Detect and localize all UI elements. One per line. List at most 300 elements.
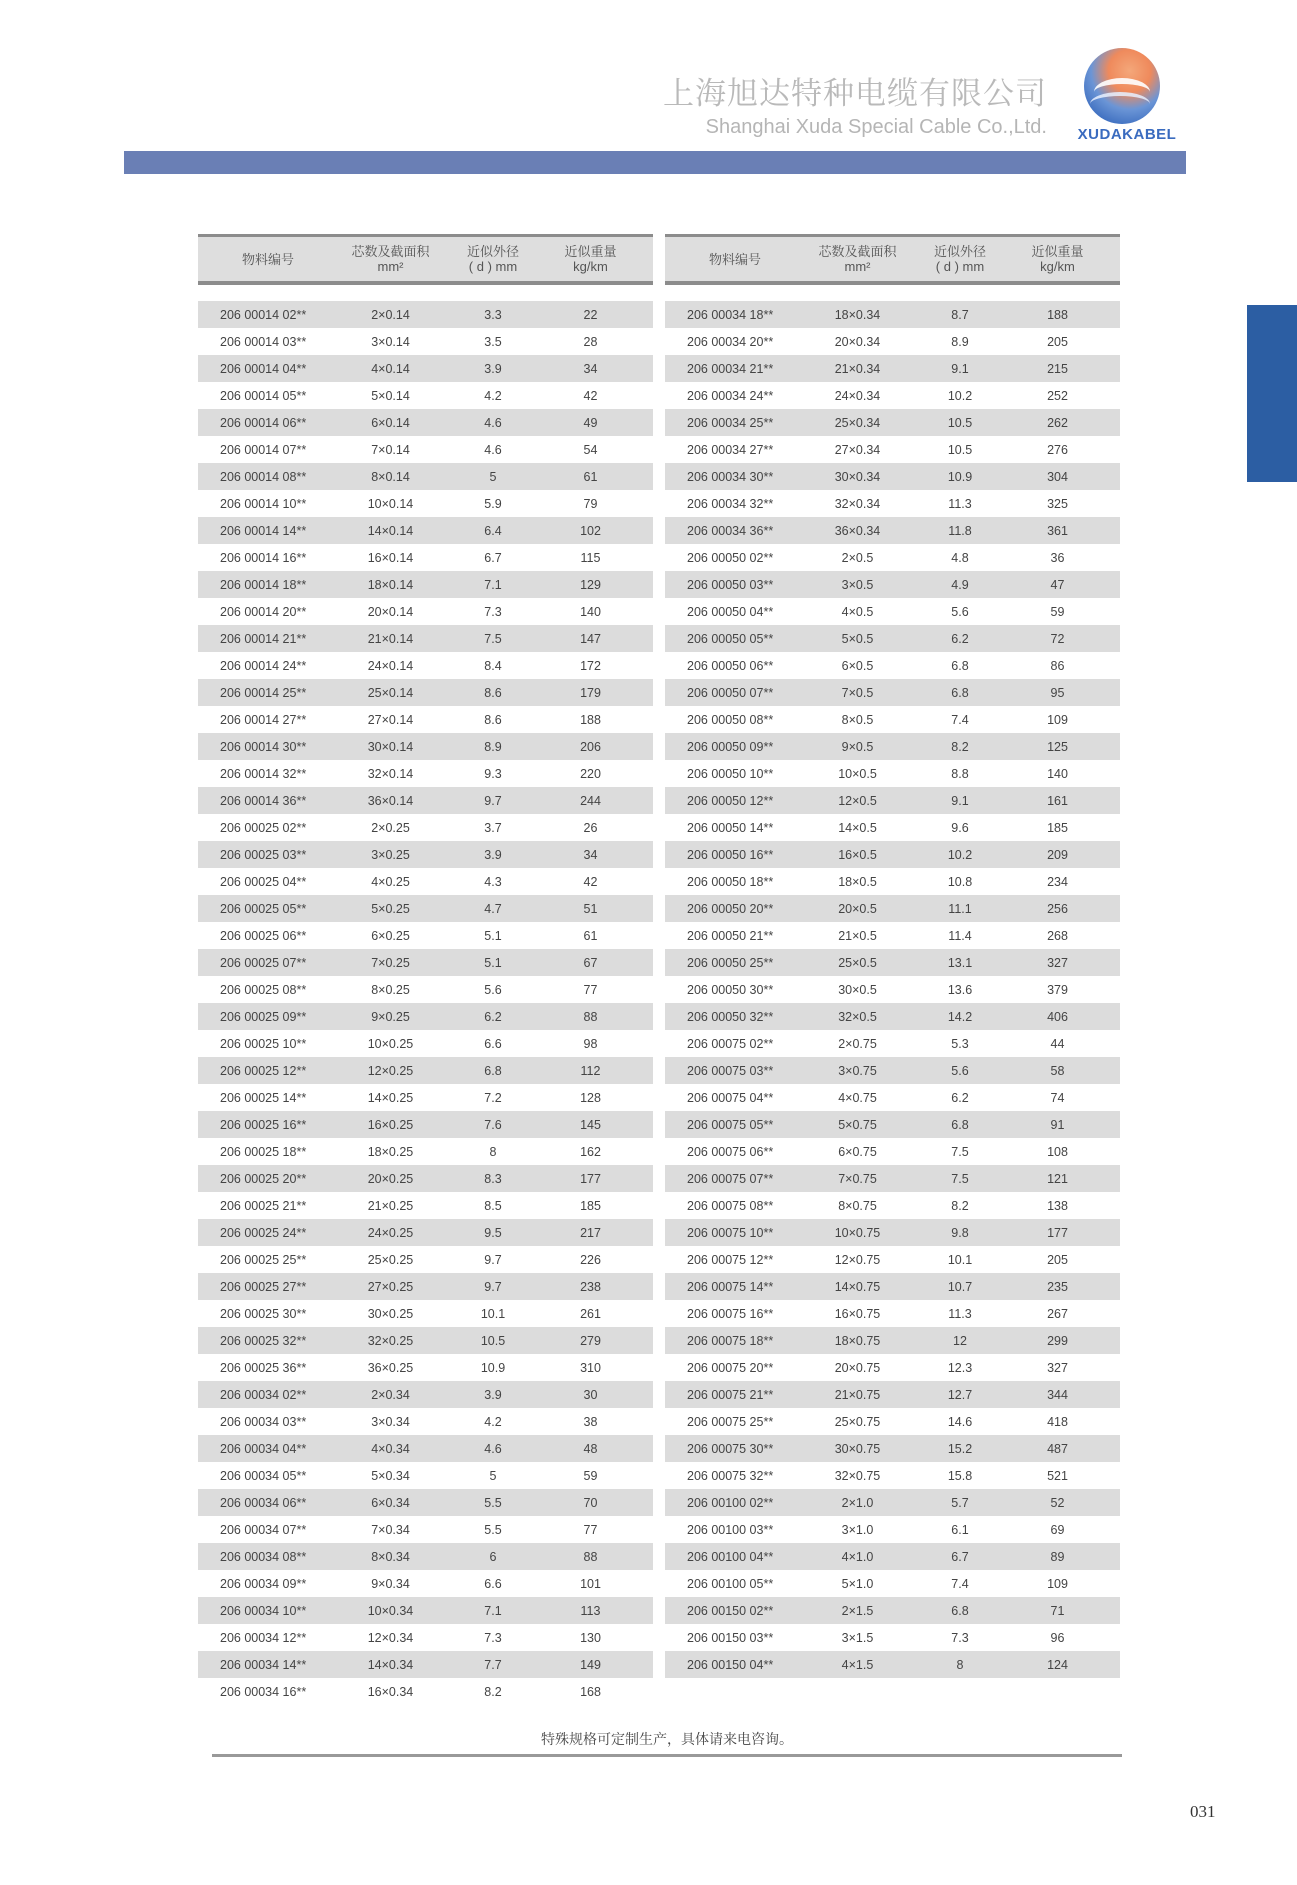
table-row [665,463,1120,490]
table-row [198,1489,653,1516]
cell-part-number: 206 00034 30** [687,469,774,484]
cell-part-number: 206 00014 14** [220,523,307,538]
table-row [665,1084,1120,1111]
cell-part-number: 206 00025 16** [220,1117,307,1132]
cell-weight: 49 [583,415,598,430]
cell-diameter: 10.1 [947,1252,973,1267]
cell-weight: 77 [583,1522,598,1537]
cell-weight: 67 [583,955,598,970]
cell-diameter: 7.4 [951,712,969,727]
table-row [665,1273,1120,1300]
table-row [665,355,1120,382]
cell-weight: 77 [583,982,598,997]
table-row [198,679,653,706]
cell-diameter: 9.8 [951,1225,969,1240]
cell-cores-area: 25×0.34 [834,415,881,430]
cell-cores-area: 24×0.14 [367,658,414,673]
cell-weight: 217 [580,1225,601,1240]
cell-weight: 52 [1050,1495,1065,1510]
cell-part-number: 206 00075 30** [687,1441,774,1456]
cell-part-number: 206 00075 32** [687,1468,774,1483]
cell-cores-area: 32×0.5 [838,1009,877,1024]
cell-weight: 125 [1047,739,1068,754]
cell-weight: 42 [583,388,598,403]
cell-cores-area: 25×0.5 [838,955,877,970]
cell-diameter: 7.5 [951,1171,969,1186]
cell-part-number: 206 00025 09** [220,1009,307,1024]
col-header-label: 近似外径 [466,244,519,259]
cell-part-number: 206 00025 24** [220,1225,307,1240]
cell-cores-area: 21×0.25 [367,1198,414,1213]
cell-part-number: 206 00034 24** [687,388,774,403]
cell-cores-area: 5×0.14 [371,388,410,403]
cell-diameter: 5.5 [484,1522,502,1537]
cell-part-number: 206 00034 09** [220,1576,307,1591]
cell-weight: 109 [1047,1576,1068,1591]
cell-cores-area: 8×0.25 [371,982,410,997]
cell-weight: 147 [580,631,601,646]
cell-part-number: 206 00014 06** [220,415,307,430]
cell-weight: 44 [1050,1036,1065,1051]
table-row [198,733,653,760]
col-header-weight [1010,244,1105,274]
cell-part-number: 206 00150 04** [687,1657,774,1672]
cell-diameter: 5 [489,469,497,484]
cell-part-number: 206 00025 20** [220,1171,307,1186]
cell-part-number: 206 00034 07** [220,1522,307,1537]
cell-weight: 96 [1050,1630,1065,1645]
cell-part-number: 206 00014 25** [220,685,307,700]
cell-part-number: 206 00025 18** [220,1144,307,1159]
table-row [198,1597,653,1624]
table-row [665,841,1120,868]
cell-cores-area: 21×0.5 [838,928,877,943]
cell-weight: 327 [1047,955,1068,970]
table-row [665,1516,1120,1543]
cell-diameter: 12.3 [947,1360,973,1375]
cell-cores-area: 3×1.5 [841,1630,874,1645]
cell-cores-area: 2×1.0 [841,1495,874,1510]
table-row [665,1300,1120,1327]
cell-diameter: 11.3 [948,496,972,511]
table-row [198,1111,653,1138]
cell-weight: 28 [583,334,598,349]
cell-diameter: 9.6 [951,820,969,835]
cell-part-number: 206 00034 12** [220,1630,307,1645]
cell-diameter: 8.2 [951,1198,969,1213]
cell-diameter: 7.3 [484,1630,502,1645]
table-row [665,1408,1120,1435]
cell-weight: 188 [580,712,601,727]
cell-cores-area: 12×0.34 [367,1630,414,1645]
cell-part-number: 206 00050 14** [687,820,774,835]
cell-cores-area: 6×0.25 [371,928,410,943]
cell-weight: 379 [1047,982,1068,997]
cell-cores-area: 6×0.5 [841,658,874,673]
cell-part-number: 206 00014 07** [220,442,307,457]
cell-weight: 215 [1047,361,1068,376]
cell-cores-area: 7×0.5 [841,685,874,700]
cell-weight: 129 [580,577,601,592]
col-header-unit: ( d ) mm [468,259,518,274]
table-row [198,463,653,490]
cell-diameter: 6.4 [484,523,502,538]
table-row [198,922,653,949]
cell-cores-area: 24×0.34 [834,388,881,403]
cell-cores-area: 4×0.25 [371,874,410,889]
cell-cores-area: 8×0.75 [838,1198,877,1213]
cell-part-number: 206 00100 03** [687,1522,774,1537]
cell-part-number: 206 00050 12** [687,793,774,808]
cell-part-number: 206 00034 02** [220,1387,307,1402]
cell-part-number: 206 00034 20** [687,334,774,349]
cell-part-number: 206 00034 08** [220,1549,307,1564]
table-row [198,598,653,625]
cell-diameter: 11.3 [948,1306,972,1321]
cell-part-number: 206 00050 08** [687,712,774,727]
cell-weight: 209 [1047,847,1068,862]
cell-cores-area: 27×0.25 [367,1279,414,1294]
cell-cores-area: 24×0.25 [367,1225,414,1240]
cell-diameter: 8.6 [484,712,502,727]
cell-part-number: 206 00075 12** [687,1252,774,1267]
cell-cores-area: 5×0.25 [371,901,410,916]
table-row [198,1543,653,1570]
cell-part-number: 206 00014 16** [220,550,307,565]
cell-cores-area: 10×0.34 [367,1603,414,1618]
cell-diameter: 4.9 [951,577,969,592]
cell-weight: 130 [580,1630,601,1645]
cell-weight: 109 [1047,712,1068,727]
cell-part-number: 206 00025 02** [220,820,307,835]
cell-diameter: 4.2 [484,1414,502,1429]
cell-weight: 487 [1047,1441,1068,1456]
table-row [665,409,1120,436]
cell-cores-area: 10×0.75 [834,1225,881,1240]
table-row [665,1381,1120,1408]
cell-diameter: 6.1 [951,1522,969,1537]
cell-weight: 177 [580,1171,601,1186]
cell-weight: 235 [1047,1279,1068,1294]
cell-part-number: 206 00014 27** [220,712,307,727]
xudakabel-logo [1072,48,1182,148]
table-row [198,814,653,841]
table-row [198,760,653,787]
cell-part-number: 206 00014 32** [220,766,307,781]
cell-diameter: 8.7 [951,307,969,322]
cell-diameter: 8.9 [484,739,502,754]
cell-cores-area: 14×0.75 [834,1279,881,1294]
cell-weight: 72 [1050,631,1065,646]
cell-cores-area: 4×0.5 [841,604,874,619]
cell-cores-area: 30×0.5 [838,982,877,997]
cell-weight: 79 [583,496,598,511]
table-row [665,787,1120,814]
cell-cores-area: 12×0.5 [838,793,877,808]
cell-cores-area: 20×0.14 [367,604,414,619]
cell-part-number: 206 00025 06** [220,928,307,943]
cell-part-number: 206 00050 04** [687,604,774,619]
cell-diameter: 5.1 [484,955,502,970]
company-name-en: Shanghai Xuda Special Cable Co.,Ltd. [705,116,1047,138]
table-row [665,328,1120,355]
cell-diameter: 8.2 [951,739,969,754]
cell-cores-area: 14×0.5 [838,820,877,835]
cell-diameter: 4.6 [484,415,502,430]
cell-cores-area: 7×0.34 [371,1522,410,1537]
cell-cores-area: 12×0.25 [367,1063,414,1078]
cell-diameter: 14.2 [947,1009,973,1024]
table-row [198,1327,653,1354]
cell-weight: 252 [1047,388,1068,403]
table-row [665,976,1120,1003]
cell-weight: 521 [1047,1468,1068,1483]
table-row [665,1597,1120,1624]
cell-diameter: 6.6 [484,1036,502,1051]
table-row [198,544,653,571]
cell-cores-area: 2×0.5 [841,550,874,565]
cell-cores-area: 2×0.75 [838,1036,877,1051]
table-row [198,1462,653,1489]
cell-weight: 59 [583,1468,598,1483]
cell-weight: 327 [1047,1360,1068,1375]
cell-cores-area: 6×0.14 [371,415,410,430]
cell-cores-area: 32×0.14 [367,766,414,781]
cell-weight: 91 [1050,1117,1065,1132]
cell-part-number: 206 00075 20** [687,1360,774,1375]
table-row [198,1273,653,1300]
cell-diameter: 10.9 [947,469,973,484]
table-row [198,1435,653,1462]
cell-weight: 262 [1047,415,1068,430]
cell-part-number: 206 00034 18** [687,307,774,322]
table-header [665,234,1120,285]
cell-weight: 74 [1050,1090,1065,1105]
cell-weight: 238 [580,1279,601,1294]
table-row [198,1570,653,1597]
cell-weight: 36 [1050,550,1065,565]
cell-part-number: 206 00034 21** [687,361,774,376]
cell-cores-area: 3×0.25 [371,847,410,862]
cell-part-number: 206 00050 16** [687,847,774,862]
cell-diameter: 6 [489,1549,497,1564]
cell-diameter: 5.6 [484,982,502,997]
cell-diameter: 10.5 [947,415,973,430]
cell-diameter: 7.3 [484,604,502,619]
company-name-cn: 上海旭达特种电缆有限公司 [663,76,1047,112]
cell-part-number: 206 00025 36** [220,1360,307,1375]
cell-weight: 406 [1047,1009,1068,1024]
cell-weight: 205 [1047,334,1068,349]
table-row [665,1543,1120,1570]
cell-weight: 162 [580,1144,601,1159]
cell-cores-area: 21×0.34 [834,361,881,376]
cell-diameter: 9.7 [484,1252,502,1267]
cell-diameter: 6.8 [484,1063,502,1078]
cell-part-number: 206 00025 10** [220,1036,307,1051]
cell-diameter: 10.2 [947,847,973,862]
cell-weight: 226 [580,1252,601,1267]
cell-weight: 59 [1050,604,1065,619]
logo-wordmark: XUDAKABEL [1077,126,1177,143]
cell-weight: 30 [583,1387,598,1402]
col-header-part-number [198,252,338,267]
cell-part-number: 206 00075 18** [687,1333,774,1348]
cell-diameter: 12 [953,1333,967,1348]
cell-diameter: 5.9 [484,496,502,511]
table-row [665,1570,1120,1597]
header-bar [124,151,1186,174]
cell-weight: 140 [1047,766,1068,781]
table-row [198,1219,653,1246]
cell-weight: 310 [580,1360,601,1375]
table-row [665,1165,1120,1192]
table-row [198,436,653,463]
spec-table-left [198,234,653,1705]
table-row [665,1354,1120,1381]
cell-part-number: 206 00014 08** [220,469,307,484]
col-header-label: 芯数及截面积 [818,244,897,259]
cell-part-number: 206 00025 04** [220,874,307,889]
cell-part-number: 206 00014 24** [220,658,307,673]
cell-cores-area: 18×0.5 [838,874,877,889]
cell-cores-area: 6×0.75 [838,1144,877,1159]
cell-cores-area: 14×0.34 [367,1657,414,1672]
cell-part-number: 206 00075 04** [687,1090,774,1105]
cell-weight: 34 [583,847,598,862]
cell-diameter: 6.7 [951,1549,969,1564]
cell-part-number: 206 00034 14** [220,1657,307,1672]
cell-part-number: 206 00025 32** [220,1333,307,1348]
cell-weight: 47 [1050,577,1065,592]
table-row [665,1111,1120,1138]
table-row [198,1246,653,1273]
cell-diameter: 7.7 [484,1657,502,1672]
cell-cores-area: 3×0.5 [841,577,874,592]
table-row [198,1192,653,1219]
cell-weight: 71 [1050,1603,1065,1618]
cell-weight: 54 [583,442,598,457]
table-row [198,1300,653,1327]
col-header-unit: kg/km [1040,259,1075,274]
table-row [665,814,1120,841]
cell-cores-area: 2×0.25 [371,820,410,835]
cell-cores-area: 20×0.75 [834,1360,881,1375]
cell-diameter: 10.5 [480,1333,506,1348]
table-row [665,436,1120,463]
cell-diameter: 10.2 [947,388,973,403]
cell-part-number: 206 00014 05** [220,388,307,403]
cell-diameter: 3.7 [484,820,502,835]
cell-weight: 70 [583,1495,598,1510]
cell-cores-area: 20×0.25 [367,1171,414,1186]
cell-part-number: 206 00050 06** [687,658,774,673]
cell-diameter: 8 [489,1144,497,1159]
table-row [198,868,653,895]
cell-diameter: 3.9 [484,847,502,862]
cell-cores-area: 25×0.14 [367,685,414,700]
cell-diameter: 7.5 [951,1144,969,1159]
cell-cores-area: 16×0.25 [367,1117,414,1132]
table-row [198,1138,653,1165]
cell-part-number: 206 00075 25** [687,1414,774,1429]
cell-diameter: 8.2 [484,1684,502,1699]
cell-weight: 38 [583,1414,598,1429]
cell-weight: 361 [1047,523,1068,538]
cell-part-number: 206 00025 21** [220,1198,307,1213]
cell-cores-area: 7×0.75 [838,1171,877,1186]
cell-part-number: 206 00100 02** [687,1495,774,1510]
table-body [198,301,653,1705]
cell-diameter: 10.9 [480,1360,506,1375]
col-header-cores-area [338,244,443,274]
cell-part-number: 206 00034 04** [220,1441,307,1456]
cell-part-number: 206 00075 07** [687,1171,774,1186]
cell-diameter: 5.3 [951,1036,969,1051]
cell-part-number: 206 00034 25** [687,415,774,430]
cell-cores-area: 36×0.25 [367,1360,414,1375]
cell-weight: 244 [580,793,601,808]
cell-part-number: 206 00150 03** [687,1630,774,1645]
cell-cores-area: 16×0.75 [834,1306,881,1321]
cell-weight: 344 [1047,1387,1068,1402]
cell-part-number: 206 00025 12** [220,1063,307,1078]
cell-part-number: 206 00050 18** [687,874,774,889]
cell-weight: 113 [580,1603,601,1618]
cell-weight: 261 [580,1306,601,1321]
table-row [198,409,653,436]
cell-diameter: 13.1 [947,955,973,970]
col-header-cores-area [805,244,910,274]
cell-cores-area: 5×0.34 [371,1468,410,1483]
table-row [198,1057,653,1084]
cell-part-number: 206 00034 27** [687,442,774,457]
cell-cores-area: 2×0.14 [371,307,410,322]
cell-part-number: 206 00034 03** [220,1414,307,1429]
table-row [665,1462,1120,1489]
cell-part-number: 206 00014 10** [220,496,307,511]
cell-weight: 177 [1047,1225,1068,1240]
cell-weight: 185 [580,1198,601,1213]
col-header-label: 近似外径 [933,244,986,259]
col-header-unit: mm² [377,259,404,274]
cell-cores-area: 7×0.14 [371,442,410,457]
cell-diameter: 15.2 [947,1441,973,1456]
cell-diameter: 8.9 [951,334,969,349]
page-number: 031 [1190,1802,1216,1821]
cell-cores-area: 2×1.5 [841,1603,874,1618]
cell-weight: 149 [580,1657,601,1672]
cell-diameter: 11.8 [948,523,972,538]
col-header-diameter [910,244,1010,274]
col-header-weight [543,244,638,274]
cell-cores-area: 3×0.14 [371,334,410,349]
table-row [665,679,1120,706]
table-row [198,1678,653,1705]
cell-diameter: 6.7 [484,550,502,565]
cell-cores-area: 3×0.34 [371,1414,410,1429]
cell-cores-area: 25×0.25 [367,1252,414,1267]
footer-divider [212,1754,1122,1757]
table-row [665,1246,1120,1273]
cell-diameter: 11.1 [948,901,972,916]
table-row [665,571,1120,598]
cell-part-number: 206 00025 25** [220,1252,307,1267]
cell-cores-area: 18×0.14 [367,577,414,592]
cell-diameter: 3.9 [484,1387,502,1402]
cell-diameter: 3.9 [484,361,502,376]
cell-diameter: 8.3 [484,1171,502,1186]
